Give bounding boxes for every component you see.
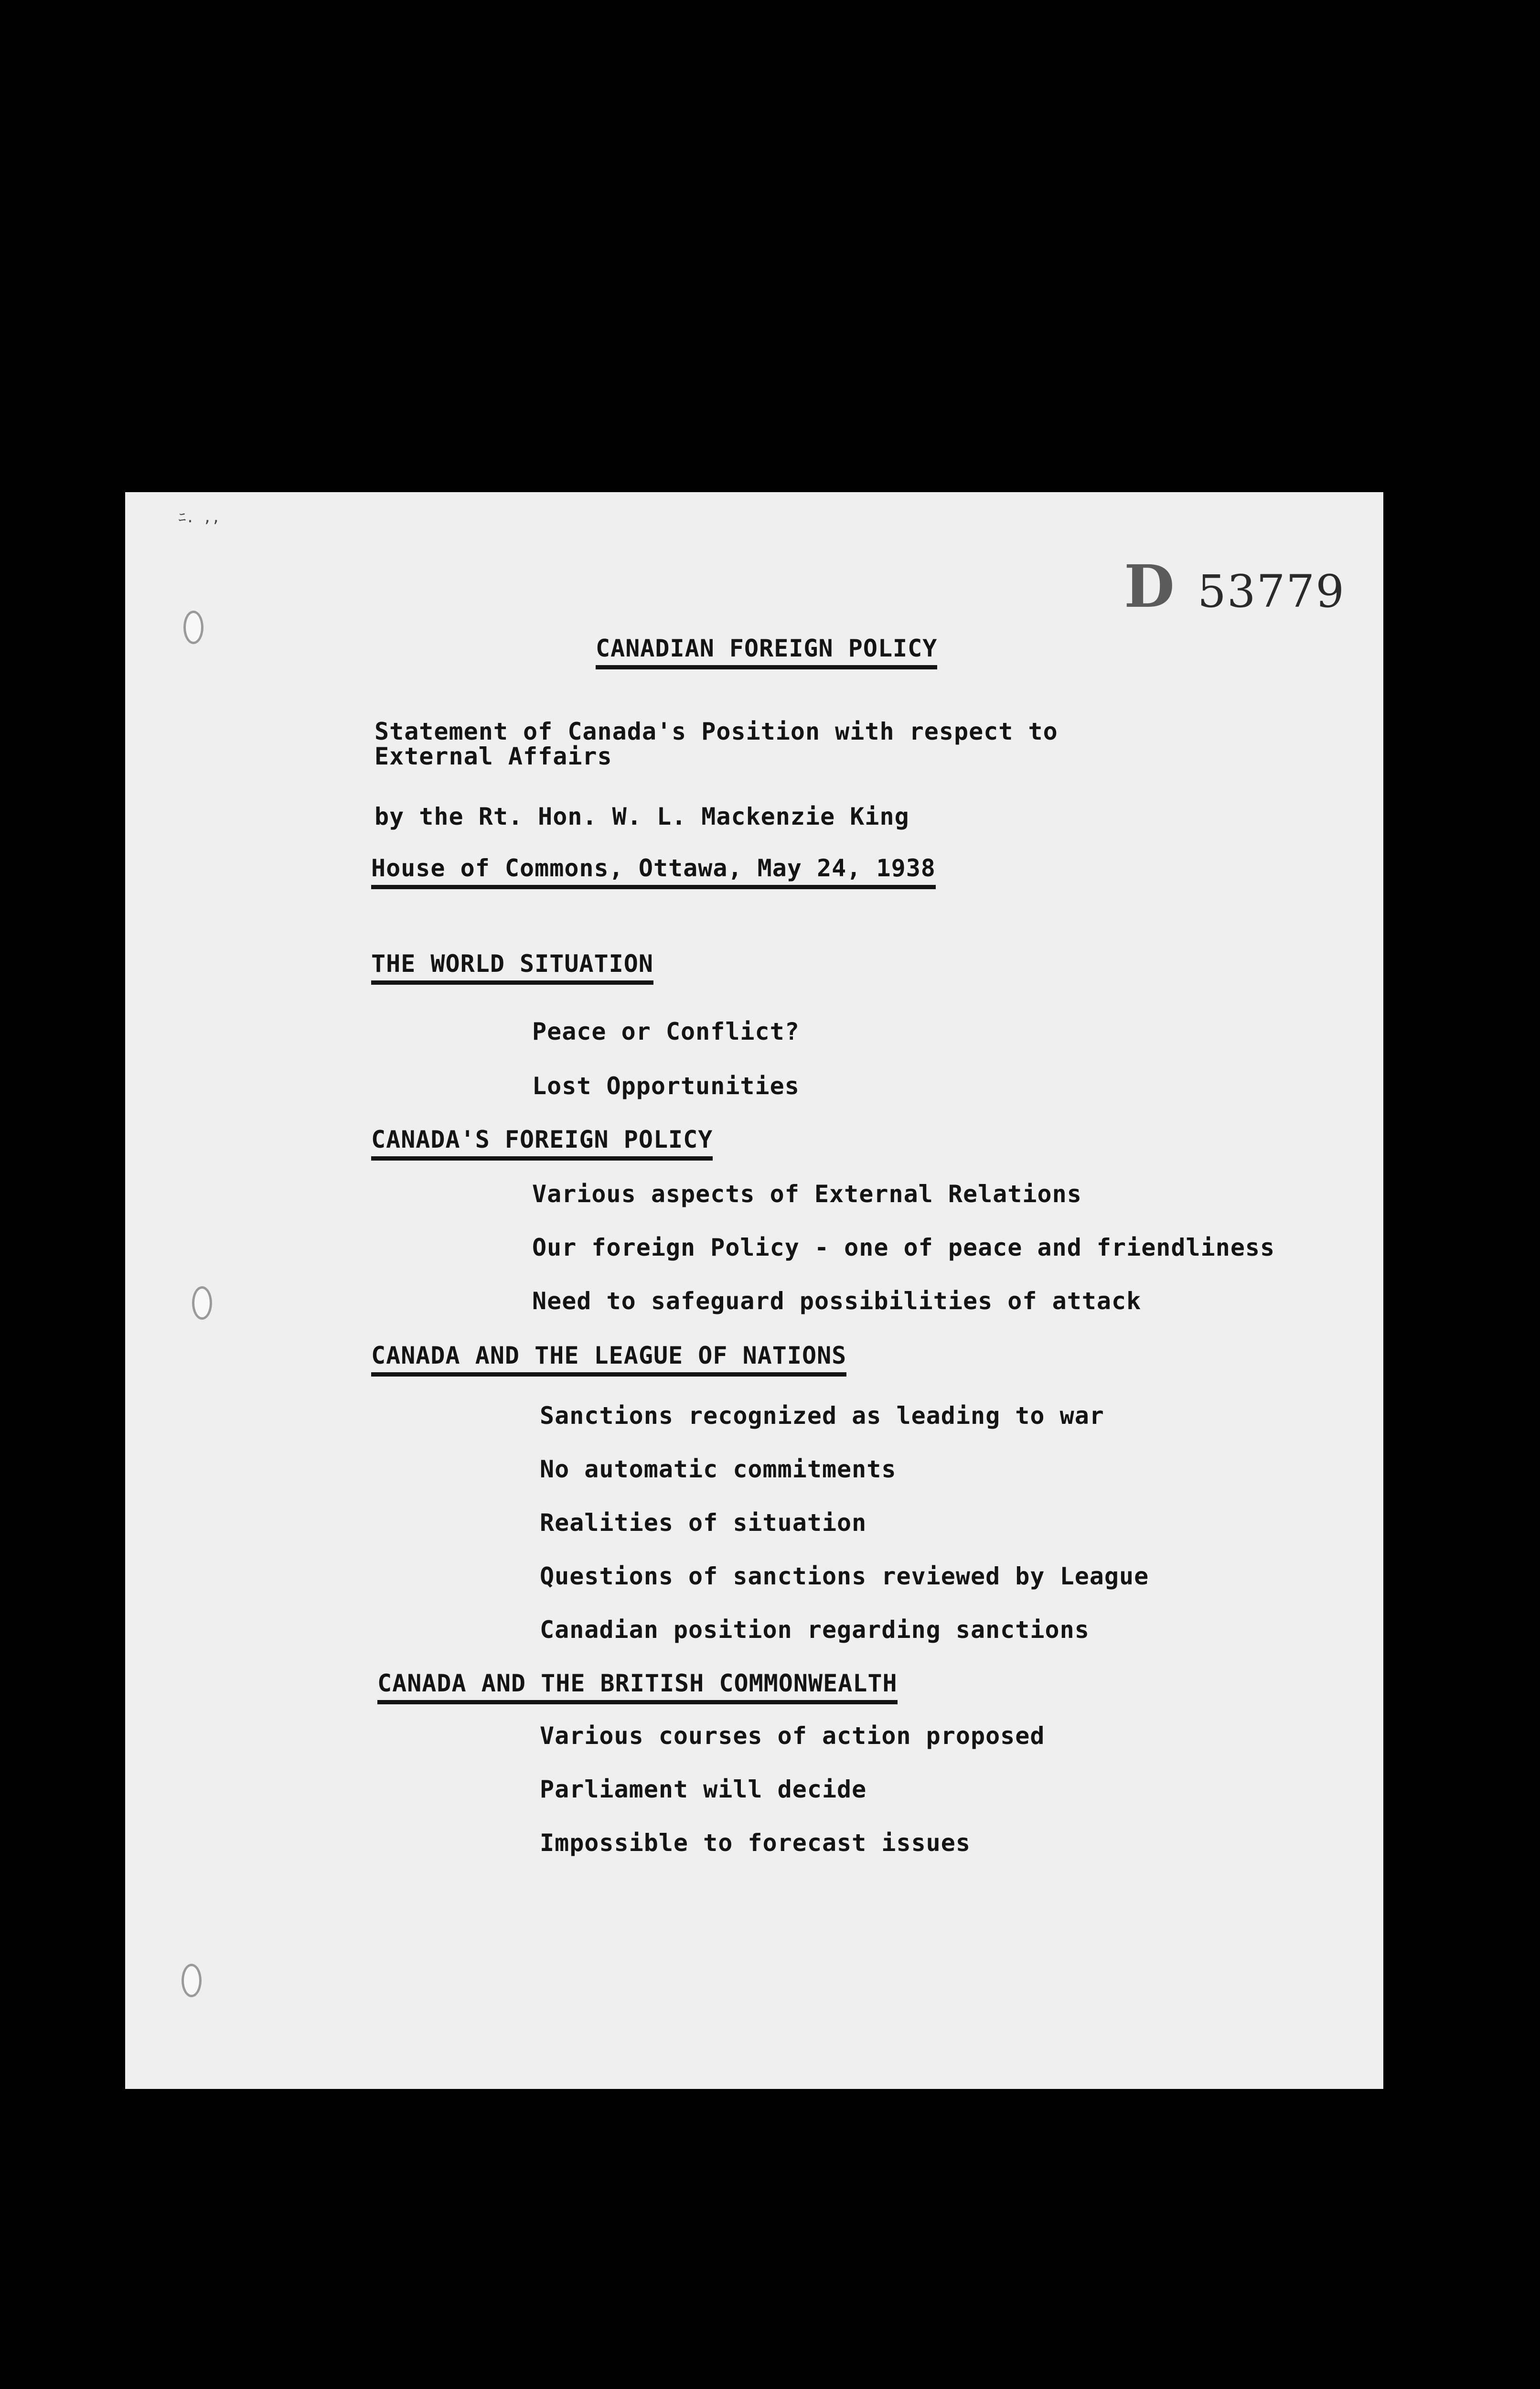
section-item: Parliament will decide (540, 1776, 867, 1803)
author-line: by the Rt. Hon. W. L. Mackenzie King (374, 803, 909, 830)
punch-hole-top (183, 611, 203, 644)
section-item: No automatic commitments (540, 1455, 897, 1483)
venue-date-line: House of Commons, Ottawa, May 24, 1938 (371, 854, 936, 889)
section-item: Canadian position regarding sanctions (540, 1616, 1090, 1644)
section-heading-league-of-nations: CANADA AND THE LEAGUE OF NATIONS (371, 1342, 846, 1377)
subtitle-line-2: External Affairs (374, 743, 612, 770)
section-item: Realities of situation (540, 1509, 867, 1537)
section-item: Our foreign Policy - one of peace and friendliness (532, 1234, 1275, 1261)
punch-hole-bottom (182, 1964, 202, 1997)
section-heading-british-commonwealth: CANADA AND THE BRITISH COMMONWEALTH (377, 1669, 898, 1704)
document-page (125, 492, 1383, 2089)
stamp-number: 53779 (1197, 566, 1345, 618)
section-item: Impossible to forecast issues (540, 1829, 971, 1857)
document-title: CANADIAN FOREIGN POLICY (596, 635, 937, 669)
section-heading-world-situation: THE WORLD SITUATION (371, 950, 653, 985)
stamp-letter: D (1124, 552, 1175, 621)
subtitle-line-1: Statement of Canada's Position with respect to (374, 718, 1058, 745)
section-item: Various courses of action proposed (540, 1722, 1045, 1750)
punch-hole-middle (192, 1286, 212, 1320)
archive-stamp (1124, 552, 1345, 621)
section-item: Peace or Conflict? (532, 1018, 800, 1045)
section-item: Lost Opportunities (532, 1072, 800, 1100)
section-heading-foreign-policy: CANADA'S FOREIGN POLICY (371, 1126, 713, 1161)
section-item: Need to safeguard possibilities of attack (532, 1287, 1142, 1315)
section-item: Various aspects of External Relations (532, 1180, 1082, 1208)
corner-mark: ﾆ. ,, (179, 509, 221, 526)
section-item: Sanctions recognized as leading to war (540, 1402, 1104, 1430)
section-item: Questions of sanctions reviewed by League (540, 1562, 1149, 1590)
